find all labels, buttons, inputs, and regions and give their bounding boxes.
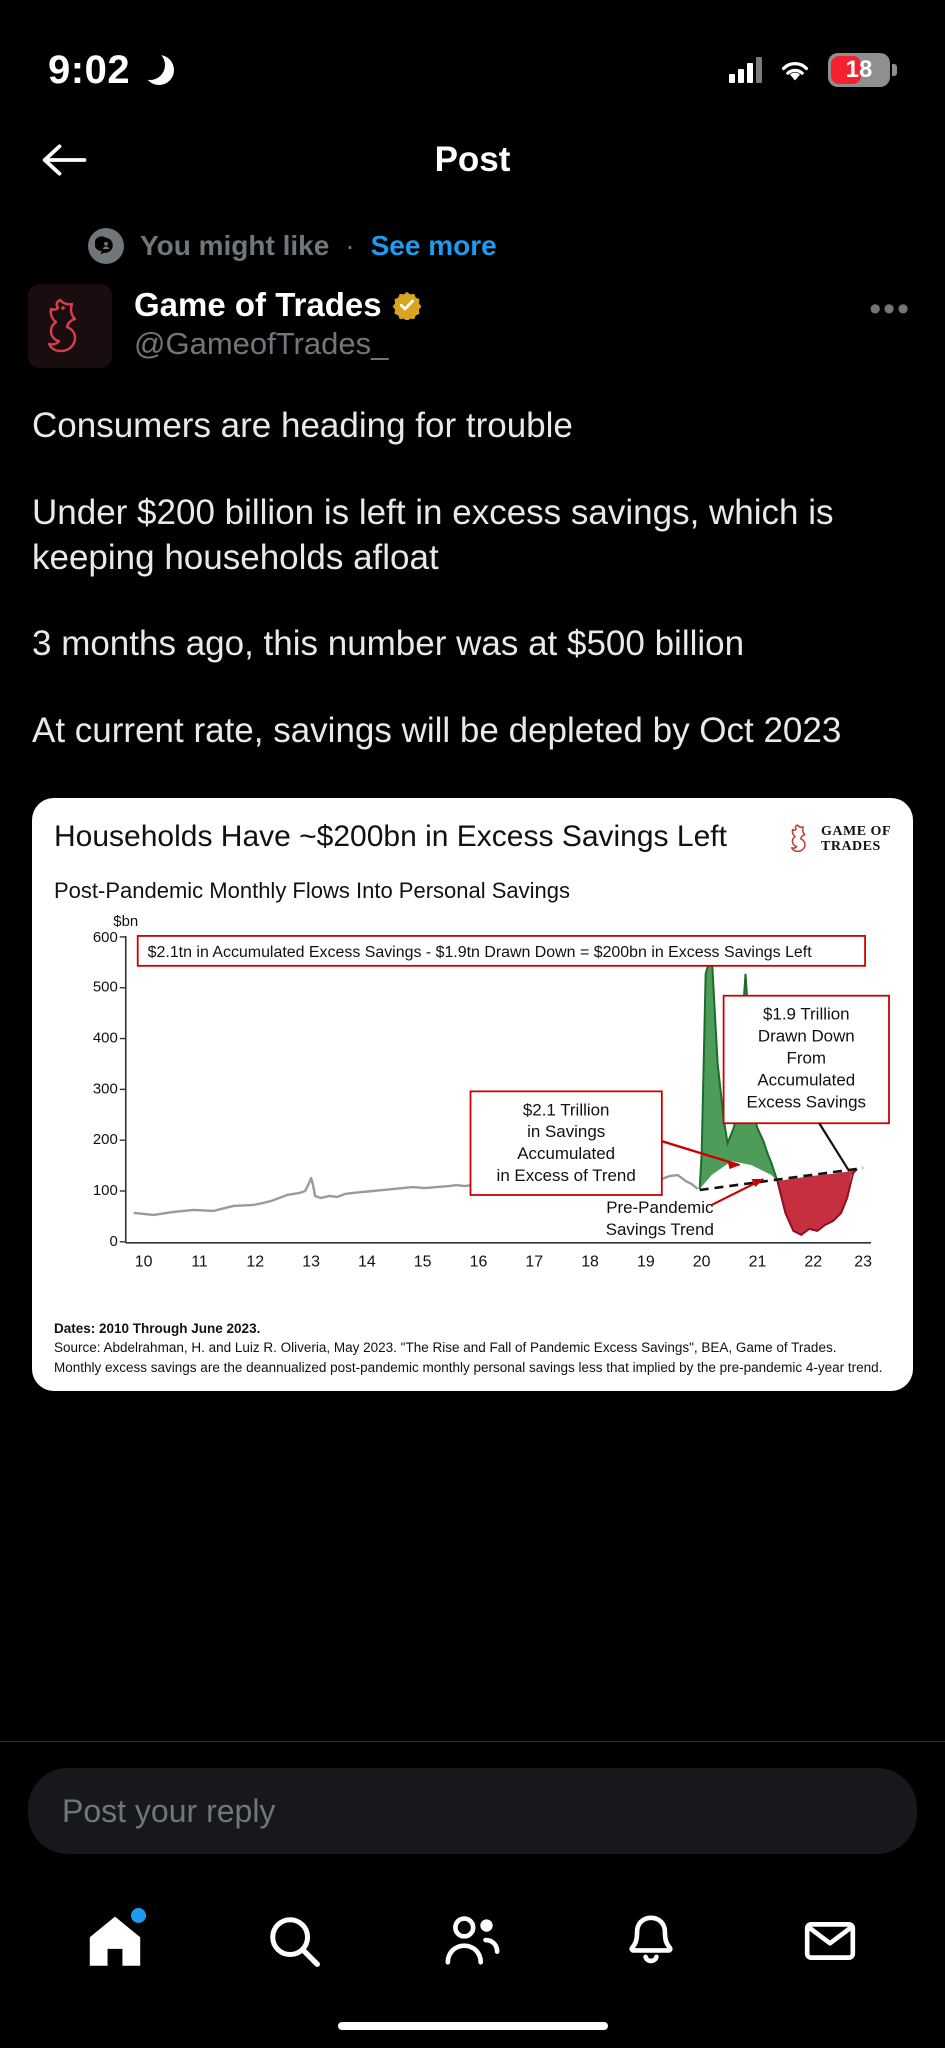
svg-text:12: 12 [246, 1253, 265, 1271]
svg-text:100: 100 [92, 1181, 118, 1199]
svg-text:600: 600 [92, 928, 118, 946]
author-row [28, 274, 917, 374]
chart-footnote-note: Monthly excess savings are the deannualized post-pandemic monthly personal savings less that implied by the pre-pandemic 4-year trend. [54, 1359, 883, 1375]
status-bar-right [729, 53, 897, 87]
svg-text:$2.1 Trillion: $2.1 Trillion [522, 1100, 610, 1120]
svg-text:11: 11 [191, 1253, 208, 1271]
status-bar [0, 0, 945, 110]
avatar[interactable] [28, 284, 112, 368]
more-options-icon[interactable]: ••• [869, 290, 911, 328]
post-content [0, 210, 945, 1391]
svg-text:200: 200 [92, 1131, 118, 1149]
post-paragraph: 3 months ago, this number was at $500 billion [32, 624, 745, 664]
svg-text:$2.1tn in Accumulated Excess S: $2.1tn in Accumulated Excess Savings - $1.9tn Drawn Down = $200bn in Excess Savings Left [147, 943, 812, 961]
svg-text:in Savings: in Savings [527, 1122, 606, 1142]
svg-text:300: 300 [92, 1080, 118, 1098]
author-handle[interactable]: @GameofTrades_ [134, 326, 389, 361]
svg-text:21: 21 [748, 1253, 767, 1271]
svg-text:From: From [786, 1048, 827, 1068]
author-names [134, 284, 422, 362]
reply-composer[interactable] [28, 1768, 917, 1854]
reply-composer-container [0, 1741, 945, 1880]
author-display-name[interactable]: Game of Trades [134, 286, 382, 323]
svg-text:18: 18 [581, 1253, 599, 1271]
svg-text:20: 20 [692, 1253, 711, 1271]
svg-text:15: 15 [413, 1253, 432, 1271]
recommendation-label: You might like [140, 230, 330, 261]
svg-text:14: 14 [358, 1253, 376, 1271]
svg-text:400: 400 [92, 1029, 118, 1047]
svg-text:17: 17 [525, 1253, 544, 1271]
chart-logo-line2: TRADES [821, 838, 881, 854]
author-name-line [134, 286, 422, 324]
chart-header [54, 820, 891, 860]
search-icon[interactable] [259, 1906, 329, 1976]
game-of-trades-bull-icon [785, 820, 891, 860]
person-speech-icon [88, 228, 124, 264]
post-text [28, 374, 917, 764]
battery-level: 18 [845, 56, 873, 83]
page-title: Post [434, 140, 511, 179]
cellular-bars-icon [729, 57, 762, 83]
recommendation-separator: · [345, 230, 355, 261]
notifications-bell-icon[interactable] [616, 1906, 686, 1976]
see-more-link[interactable]: See more [370, 230, 497, 261]
status-time: 9:02 [48, 47, 131, 92]
battery-indicator [828, 53, 897, 87]
svg-text:Savings Trend: Savings Trend [605, 1219, 714, 1239]
svg-text:$bn: $bn [113, 913, 139, 930]
verified-badge-icon [392, 290, 422, 320]
back-arrow-icon[interactable] [36, 132, 92, 188]
home-indicator [338, 2022, 608, 2030]
status-bar-left [48, 48, 174, 93]
svg-text:23: 23 [854, 1253, 872, 1271]
svg-text:19: 19 [637, 1253, 655, 1271]
wifi-icon [778, 57, 812, 83]
svg-text:Pre-Pandemic: Pre-Pandemic [606, 1197, 714, 1217]
reply-input[interactable] [62, 1793, 883, 1830]
chart-footnotes [54, 1319, 891, 1378]
svg-text:10: 10 [134, 1253, 153, 1271]
chart-plot [54, 914, 891, 1313]
svg-text:Excess Savings: Excess Savings [746, 1092, 867, 1112]
home-icon[interactable] [80, 1906, 150, 1976]
post-paragraph: Consumers are heading for trouble [32, 406, 573, 445]
communities-icon[interactable] [437, 1906, 507, 1976]
svg-text:in Excess of Trend: in Excess of Trend [496, 1166, 636, 1186]
recommendation-banner [28, 210, 917, 274]
svg-text:13: 13 [302, 1253, 320, 1271]
post-paragraph: At current rate, savings will be depleted by Oct 2023 [32, 711, 842, 751]
messages-envelope-icon[interactable] [795, 1906, 865, 1976]
svg-text:500: 500 [92, 978, 118, 996]
page-header [0, 110, 945, 210]
svg-text:22: 22 [804, 1253, 823, 1271]
svg-text:Accumulated: Accumulated [517, 1144, 616, 1164]
svg-text:Drawn Down: Drawn Down [757, 1026, 855, 1046]
svg-text:16: 16 [469, 1253, 488, 1271]
post-paragraph: Under $200 billion is left in excess savings, which is keeping households afloat [32, 492, 834, 577]
chart-logo-line1: GAME OF [821, 824, 891, 840]
bottom-nav-bar [0, 1886, 945, 1996]
chart-title: Households Have ~$200bn in Excess Savings Left [54, 819, 727, 853]
chart-subtitle: Post-Pandemic Monthly Flows Into Personal Savings [54, 877, 571, 903]
svg-text:$1.9 Trillion: $1.9 Trillion [763, 1004, 850, 1024]
svg-text:Accumulated: Accumulated [757, 1070, 856, 1090]
svg-text:0: 0 [109, 1232, 118, 1250]
chart-footnote-dates: Dates: 2010 Through June 2023. [54, 1320, 261, 1336]
chart-card[interactable] [32, 798, 913, 1391]
crescent-moon-icon [144, 55, 174, 85]
chart-footnote-source: Source: Abdelrahman, H. and Luiz R. Oliveria, May 2023. "The Rise and Fall of Pandemic Excess Savings", BEA, Game of Trades. [54, 1340, 837, 1356]
